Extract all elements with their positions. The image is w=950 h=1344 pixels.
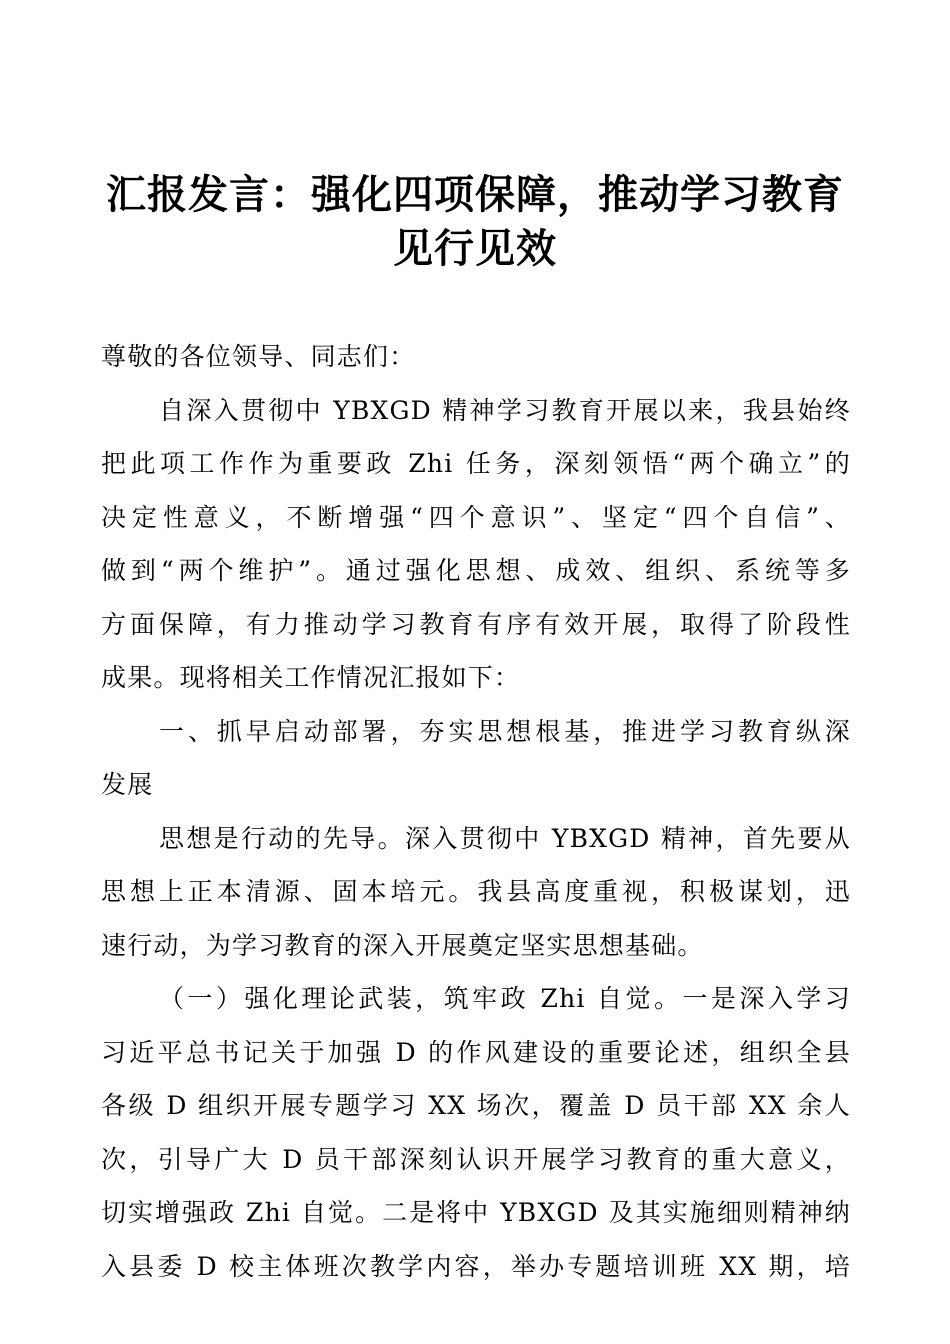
body-line: 次，引导广大 D 员干部深刻认识开展学习教育的重大意义， [101, 1144, 851, 1174]
body-line: 做到“两个维护”。通过强化思想、成效、组织、系统等多 [101, 556, 851, 585]
body-line: 切实增强政 Zhi 自觉。二是将中 YBXGD 及其实施细则精神纳 [101, 1198, 851, 1227]
document-title [100, 168, 850, 276]
body-line: 入县委 D 校主体班次教学内容，举办专题培训班 XX 期，培 [101, 1251, 851, 1281]
section-heading: 一、抓早启动部署，夯实思想根基，推进学习教育纵深 [159, 716, 851, 746]
document-body [101, 330, 851, 1293]
title-line-1: 汇报发言：强化四项保障，推动学习教育 [106, 172, 844, 218]
section-heading: 发展 [101, 770, 154, 799]
body-line: 各级 D 组织开展专题学习 XX 场次，覆盖 D 员干部 XX 余人 [101, 1091, 851, 1120]
body-line: 成果。现将相关工作情况汇报如下： [101, 663, 521, 692]
body-line: 自深入贯彻中 YBXGD 精神学习教育开展以来，我县始终 [159, 395, 851, 425]
body-line: 决定性意义，不断增强“四个意识”、坚定“四个自信”、 [101, 502, 851, 532]
body-line: 速行动，为学习教育的深入开展奠定坚实思想基础。 [101, 930, 704, 960]
body-line: 思想是行动的先导。深入贯彻中 YBXGD 精神，首先要从 [159, 823, 851, 853]
salutation: 尊敬的各位领导、同志们： [101, 342, 416, 371]
subsection-line: （一）强化理论武装，筑牢政 Zhi 自觉。一是深入学习 [159, 984, 851, 1013]
body-line: 方面保障，有力推动学习教育有序有效开展，取得了阶段性 [101, 609, 851, 639]
body-line: 思想上正本清源、固本培元。我县高度重视，积极谋划，迅 [101, 877, 851, 906]
title-line-2: 见行见效 [393, 226, 557, 272]
body-line: 习近平总书记关于加强 D 的作风建设的重要论述，组织全县 [101, 1037, 851, 1067]
body-line: 把此项工作作为重要政 Zhi 任务，深刻领悟“两个确立”的 [101, 449, 851, 478]
